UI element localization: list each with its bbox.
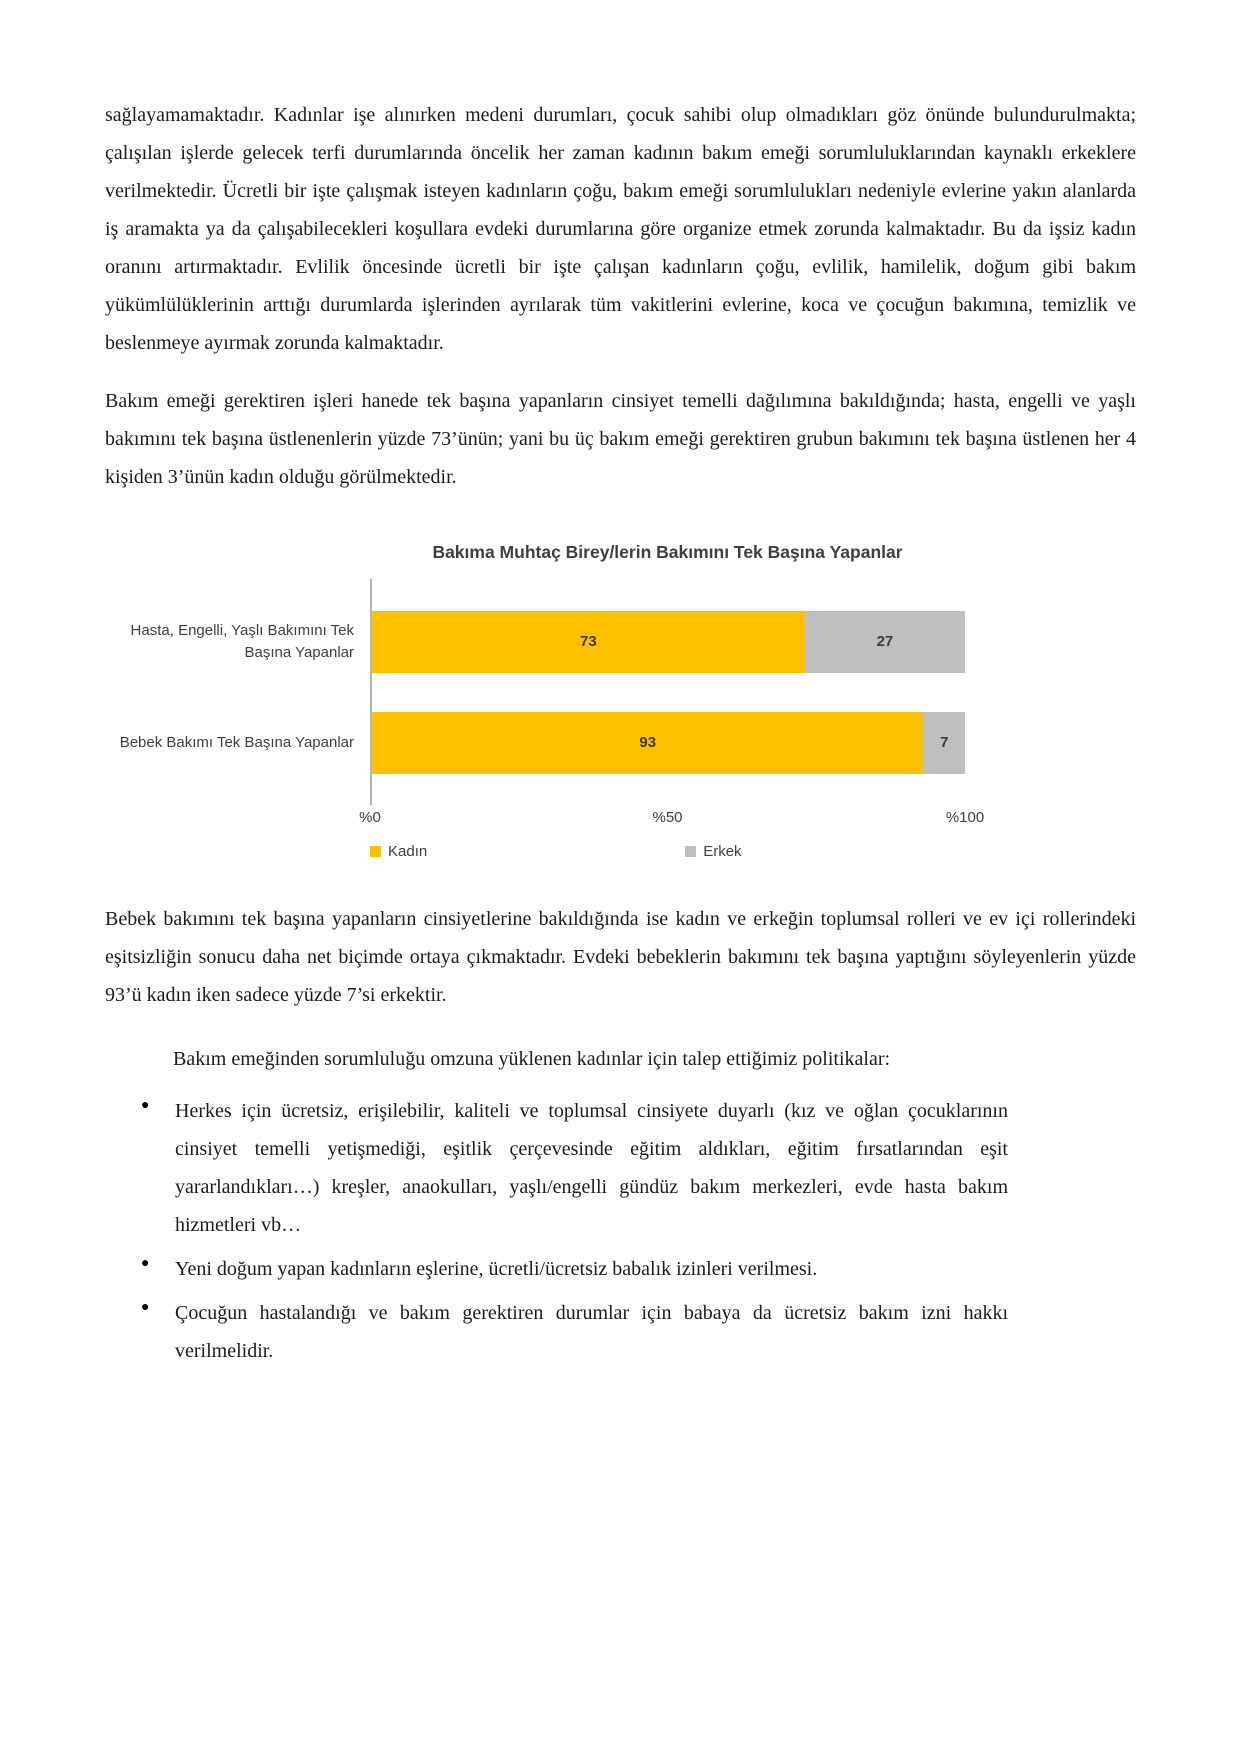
list-item — [105, 1092, 1008, 1244]
bar-value-label: 73 — [580, 633, 597, 650]
bar-value-label: 7 — [940, 734, 949, 751]
bullet-text: Yeni doğum yapan kadınların eşlerine, ücretli/ücretsiz babalık izinleri verilmesi. — [175, 1258, 818, 1280]
legend-item-erkek — [685, 843, 741, 860]
stacked-bar — [372, 611, 965, 673]
legend-label-erkek: Erkek — [703, 843, 742, 860]
chart-legend — [370, 843, 965, 860]
chart-title: Bakıma Muhtaç Birey/lerin Bakımını Tek Başına Yapanlar — [432, 542, 903, 562]
policies-intro: Bakım emeğinden sorumluluğu omzuna yüklenen kadınlar için talep ettiğimiz politikalar: — [173, 1048, 891, 1070]
legend-label-kadin: Kadın — [388, 843, 428, 860]
bullet-text: Herkes için ücretsiz, erişilebilir, kaliteli ve toplumsal cinsiyete duyarlı (kız ve oğlan çocuklarının cinsiyet temelli yetişmediği, eşitlik çerçevesinde eğitim aldıkları, eğitim fırsatlarından eşit yararlandıkları…) kreşler, anaokulları, yaşlı/engelli gündüz bakım merkezleri, evde hasta bakım hizmetleri vb… — [175, 1100, 1008, 1236]
stacked-bar-chart — [115, 542, 985, 860]
policy-bullet-list — [105, 1092, 1136, 1370]
category-label-bebek-bakimi: Bebek Bakımı Tek Başına Yapanlar — [119, 733, 354, 751]
chart-bars-area — [370, 579, 965, 805]
bullet-text: Çocuğun hastalandığı ve bakım gerektiren durumlar için babaya da ücretsiz bakım izni hakkı verilmelidir. — [175, 1302, 1008, 1362]
bullet-dot-icon: ● — [141, 1300, 150, 1315]
bar-segment-erkek — [805, 611, 965, 673]
chart-category-axis — [115, 579, 370, 805]
chart-x-axis — [359, 809, 985, 831]
legend-item-kadin — [370, 843, 427, 860]
bar-segment-erkek — [923, 712, 965, 774]
bar-row-bebek-bakimi — [372, 692, 965, 793]
x-tick-50: %50 — [652, 809, 683, 826]
x-tick-100: %100 — [945, 809, 985, 826]
kadin-legend-swatch-icon — [370, 846, 381, 857]
bullet-dot-icon: ● — [141, 1098, 150, 1113]
chart-plot-area — [115, 579, 965, 805]
bar-value-label: 93 — [639, 734, 657, 751]
bar-value-label: 27 — [876, 633, 894, 650]
x-tick-0: %0 — [359, 809, 381, 826]
list-item — [105, 1250, 1008, 1288]
erkek-legend-swatch-icon — [685, 846, 696, 857]
bar-segment-kadin — [372, 712, 923, 774]
bar-row-hasta-engelli-yasli — [372, 591, 965, 692]
stacked-bar — [372, 712, 965, 774]
bullet-dot-icon: ● — [141, 1256, 150, 1271]
bar-segment-kadin — [372, 611, 805, 673]
paragraph-1: sağlayamamaktadır. Kadınlar işe alınırken medeni durumları, çocuk sahibi olup olmadıkları göz önünde bulundurulmakta; çalışılan işlerde gelecek terfi durumlarında öncelik her zaman kadının bakım emeği sorumluluklarından kaynaklı erkeklere verilmektedir. Ücretli bir işte çalışmak isteyen kadınların çoğu, bakım emeği sorumlulukları nedeniyle evlerine yakın alanlarda iş aramakta ya da çalışabilecekleri koşullara evdeki durumlarına göre organize etmek zorunda kalmaktadır. Bu da işsiz kadın oranını artırmaktadır. Evlilik öncesinde ücretli bir işte çalışan kadınların çoğu, evlilik, hamilelik, doğum gibi bakım yükümlülüklerinin arttığı durumlarda işlerinden ayrılarak tüm vakitlerini evlerine, koca ve çocuğun bakımına, temizlik ve beslenmeye ayırmak zorunda kalmaktadır. — [105, 104, 1136, 354]
paragraph-2: Bakım emeği gerektiren işleri hanede tek başına yapanların cinsiyet temelli dağılımına bakıldığında; hasta, engelli ve yaşlı bakımını tek başına üstlenenlerin yüzde 73’ünün; yani bu üç bakım emeği gerektiren grubun bakımını tek başına üstlenen her 4 kişiden 3’ünün kadın olduğu görülmektedir. — [105, 390, 1136, 488]
category-label-hasta-engelli-yasli: Hasta, Engelli, Yaşlı Bakımını Tek Başına Yapanlar — [130, 621, 354, 661]
list-item — [105, 1294, 1008, 1370]
paragraph-3: Bebek bakımını tek başına yapanların cinsiyetlerine bakıldığında ise kadın ve erkeğin toplumsal rolleri ve ev içi rollerindeki eşitsizliğin sonucu daha net biçimde ortaya çıkmaktadır. Evdeki bebeklerin bakımını tek başına yaptığını söyleyenlerin yüzde 93’ü kadın iken sadece yüzde 7’si erkektir. — [105, 908, 1136, 1006]
